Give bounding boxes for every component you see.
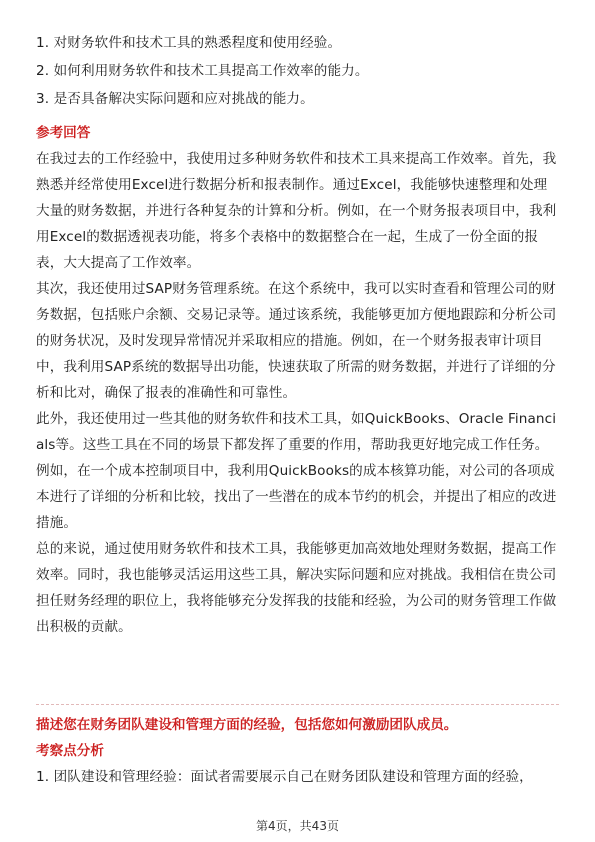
answer-paragraph: 在我过去的工作经验中，我使用过多种财务软件和技术工具来提高工作效率。首先，我熟悉并经常使用Excel进行数据分析和报表制作。通过Excel，我能够快速整理和处理大量的财务数据，并进行各种复杂的计算和分析。例如，在一个财务报表项目中，我利用Excel的数据透视表功能，将多个表格中的数据整合在一起，生成了一份全面的报表，大大提高了工作效率。 <box>36 151 557 271</box>
analysis-item: 1. 团队建设和管理经验：面试者需要展示自己在财务团队建设和管理方面的经验， <box>36 769 533 785</box>
question-title: 描述您在财务团队建设和管理方面的经验，包括您如何激励团队成员。 <box>36 717 458 733</box>
answer-paragraph: 其次，我还使用过SAP财务管理系统。在这个系统中，我可以实时查看和管理公司的财务数据，包括账户余额、交易记录等。通过该系统，我能够更加方便地跟踪和分析公司的财务状况，及时发现异常情况并采取相应的措施。例如，在一个财务报表审计项目中，我利用SAP系统的数据导出功能，快速获取了所需的财务数据，并进行了详细的分析和比对，确保了报表的准确性和可靠性。 <box>36 281 557 401</box>
analysis-heading: 考察点分析 <box>36 743 104 759</box>
analysis-block <box>36 738 559 790</box>
answer-heading: 参考回答 <box>36 125 91 141</box>
question-block <box>36 712 559 738</box>
list-item: 2. 如何利用财务软件和技术工具提高工作效率的能力。 <box>36 63 369 79</box>
list-item: 1. 对财务软件和技术工具的熟悉程度和使用经验。 <box>36 35 342 51</box>
page-number: 第4页，共43页 <box>256 819 339 833</box>
list-item: 3. 是否具备解决实际问题和应对挑战的能力。 <box>36 91 314 107</box>
answer-paragraph: 此外，我还使用过一些其他的财务软件和技术工具，如QuickBooks、Oracle Financials等。这些工具在不同的场景下都发挥了重要的作用，帮助我更好地完成工作任务。例如，在一个成本控制项目中，我利用QuickBooks的成本核算功能，对公司的各项成本进行了详细的分析和比较，找出了一些潜在的成本节约的机会，并提出了相应的改进措施。 <box>36 411 557 531</box>
section-divider <box>36 704 559 705</box>
answer-paragraph: 总的来说，通过使用财务软件和技术工具，我能够更加高效地处理财务数据，提高工作效率。同时，我也能够灵活运用这些工具，解决实际问题和应对挑战。我相信在贵公司担任财务经理的职位上，我将能够充分发挥我的技能和经验，为公司的财务管理工作做出积极的贡献。 <box>36 541 557 635</box>
page-content <box>36 30 559 640</box>
